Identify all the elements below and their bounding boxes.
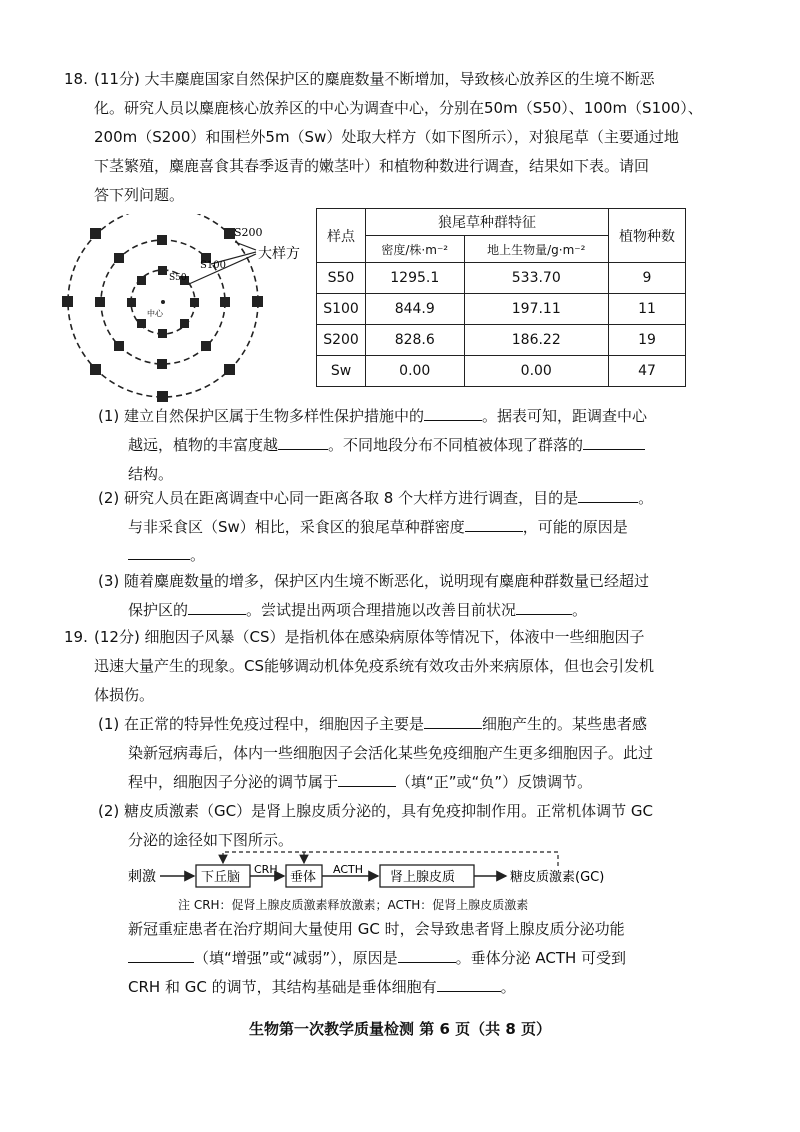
answer-blank[interactable]	[578, 488, 638, 503]
q19-sub2-line2: 分泌的途径如下图所示。	[128, 831, 294, 849]
label-s50: S50	[169, 273, 187, 283]
q19-sub1-text-b: 细胞产生的。某些患者感	[482, 715, 648, 733]
answer-blank[interactable]	[188, 600, 246, 615]
q18-sub3-text-b: 。尝试提出两项合理措施以改善目前状况	[246, 601, 517, 619]
plant-survey-table	[316, 208, 686, 387]
q19-sub1-text-c: 程中，细胞因子分泌的调节属于	[128, 773, 339, 791]
q19-sub1-text-d: （填“正”或“负”）反馈调节。	[396, 773, 593, 791]
hpa-axis-flow-diagram	[128, 848, 688, 898]
q19-stem-line-3: 体损伤。	[94, 686, 155, 704]
answer-blank[interactable]	[437, 977, 501, 992]
cell-species: 9	[609, 263, 686, 294]
cell-density: 0.00	[366, 356, 465, 387]
label-s200: S200	[234, 226, 263, 239]
q18-sub2-line2	[128, 516, 628, 538]
flow-adrenal: 肾上腺皮质	[390, 870, 456, 885]
cell-site: S50	[317, 263, 366, 294]
q18-sub2-text-c: 与非采食区（Sw）相比，采食区的狼尾草种群密度	[128, 518, 465, 536]
q18-number: 18.	[64, 70, 88, 88]
q18-stem-line-4: 下茎繁殖，麋鹿喜食其春季返青的嫩茎叶）和植物种数进行调查，结果如下表。请回	[94, 157, 650, 175]
q18-sub3-text-a: 保护区的	[128, 601, 189, 619]
q18-sub2-text-d: ，可能的原因是	[522, 518, 628, 536]
th-site: 样点	[317, 209, 366, 263]
q19-sub1-text-a: (1) 在正常的特异性免疫过程中，细胞因子主要是	[98, 715, 425, 733]
q18-sub1-text-a: (1) 建立自然保护区属于生物多样性保护措施中的	[98, 407, 425, 425]
cell-biomass: 186.22	[464, 325, 609, 356]
q19-number: 19.	[64, 628, 88, 646]
q19-sub1-line2: 染新冠病毒后，体内一些细胞因子会活化某些免疫细胞产生更多细胞因子。此过	[128, 744, 654, 762]
answer-blank[interactable]	[338, 772, 396, 787]
q18-sub2-line1	[98, 487, 653, 509]
flow-hypothalamus: 下丘脑	[201, 870, 241, 885]
q18-sub3-text-c: 。	[572, 601, 588, 619]
q19-sub2b-line1: 新冠重症患者在治疗期间大量使用 GC 时，会导致患者肾上腺皮质分泌功能	[128, 920, 625, 938]
table-row	[317, 263, 686, 294]
table-row	[317, 356, 686, 387]
flow-stimulus: 刺激	[128, 869, 156, 885]
cell-species: 11	[609, 294, 686, 325]
label-s100: S100	[200, 260, 226, 271]
q18-stem-line-1: (11分) 大丰麋鹿国家自然保护区的麋鹿数量不断增加，导致核心放养区的生境不断恶	[94, 70, 655, 88]
q18-sub1-text-c: 越远，植物的丰富度越	[128, 436, 279, 454]
flow-gc: 糖皮质激素(GC)	[510, 870, 605, 885]
label-center: 中心	[147, 309, 163, 318]
table-row	[317, 325, 686, 356]
table-row	[317, 294, 686, 325]
answer-blank[interactable]	[465, 517, 523, 532]
answer-blank[interactable]	[128, 948, 194, 963]
flow-pituitary: 垂体	[290, 870, 317, 885]
q18-sub1-text-b: 。据表可知，距调查中心	[482, 407, 648, 425]
q19-stem-line-2: 迅速大量产生的现象。CS能够调动机体免疫系统有效攻击外来病原体，但也会引发机	[94, 657, 654, 675]
q18-sub1-line3: 结构。	[128, 465, 174, 483]
q19-sub2b-line2	[128, 947, 626, 969]
cell-site: S200	[317, 325, 366, 356]
answer-blank[interactable]	[278, 435, 328, 450]
q18-sub3-line2	[128, 599, 587, 621]
cell-biomass: 197.11	[464, 294, 609, 325]
q18-sub1-line2	[128, 434, 645, 456]
answer-blank[interactable]	[424, 406, 482, 421]
q19-stem-line-1: (12分) 细胞因子风暴（CS）是指机体在感染病原体等情况下，体液中一些细胞因子	[94, 628, 645, 646]
answer-blank[interactable]	[398, 948, 456, 963]
q18-sub2-line3	[128, 544, 205, 566]
page-footer: 生物第一次教学质量检测 第 6 页（共 8 页）	[249, 1020, 551, 1038]
q18-sub1-text-d: 。不同地段分布不同植被体现了群落的	[328, 436, 584, 454]
th-density: 密度/株·m⁻²	[366, 236, 465, 263]
q19-sub2b-text-a: （填“增强”或“减弱”），原因是	[194, 949, 398, 967]
label-big-plot: 大样方	[258, 246, 300, 262]
q18-stem-line-2: 化。研究人员以麋鹿核心放养区的中心为调查中心，分别在50m（S50）、100m（S100）、	[94, 99, 703, 117]
q19-sub2b-text-d: 。	[500, 978, 516, 996]
q18-sub2-text-e: 。	[190, 546, 206, 564]
cell-site: S100	[317, 294, 366, 325]
answer-blank[interactable]	[516, 600, 572, 615]
flow-note: 注 CRH：促肾上腺皮质激素释放激素；ACTH：促肾上腺皮质激素	[178, 898, 529, 912]
q18-stem-line-3: 200m（S200）和围栏外5m（Sw）处取大样方（如下图所示），对狼尾草（主要通过地	[94, 128, 679, 146]
cell-biomass: 0.00	[464, 356, 609, 387]
answer-blank[interactable]	[583, 435, 645, 450]
flow-crh: CRH	[254, 863, 278, 876]
th-biomass: 地上生物量/g·m⁻²	[464, 236, 609, 263]
q19-sub2b-line3	[128, 976, 516, 998]
flow-acth: ACTH	[333, 863, 364, 876]
cell-density: 1295.1	[366, 263, 465, 294]
q18-sub2-text-b: 。	[638, 489, 654, 507]
cell-density: 844.9	[366, 294, 465, 325]
cell-species: 19	[609, 325, 686, 356]
q19-sub2b-text-b: 。垂体分泌 ACTH 可受到	[455, 949, 627, 967]
cell-biomass: 533.70	[464, 263, 609, 294]
cell-site: Sw	[317, 356, 366, 387]
q18-sub2-text-a: (2) 研究人员在距离调查中心同一距离各取 8 个大样方进行调查，目的是	[98, 489, 579, 507]
cell-density: 828.6	[366, 325, 465, 356]
answer-blank[interactable]	[128, 545, 190, 560]
q19-sub2-line1: (2) 糖皮质激素（GC）是肾上腺皮质分泌的，具有免疫抑制作用。正常机体调节 GC	[98, 802, 653, 820]
q19-sub1-line1	[98, 713, 647, 735]
cell-species: 47	[609, 356, 686, 387]
q19-sub1-line3	[128, 771, 592, 793]
sampling-plot-diagram	[56, 214, 306, 414]
q18-sub3-line1: (3) 随着麋鹿数量的增多，保护区内生境不断恶化，说明现有麋鹿种群数量已经超过	[98, 572, 650, 590]
q18-sub1-line1	[98, 405, 647, 427]
th-species: 植物种数	[609, 209, 686, 263]
q18-stem-line-5: 答下列问题。	[94, 186, 185, 204]
th-group: 狼尾草种群特征	[366, 209, 609, 236]
q19-sub2b-text-c: CRH 和 GC 的调节，其结构基础是垂体细胞有	[128, 978, 437, 996]
answer-blank[interactable]	[424, 714, 482, 729]
